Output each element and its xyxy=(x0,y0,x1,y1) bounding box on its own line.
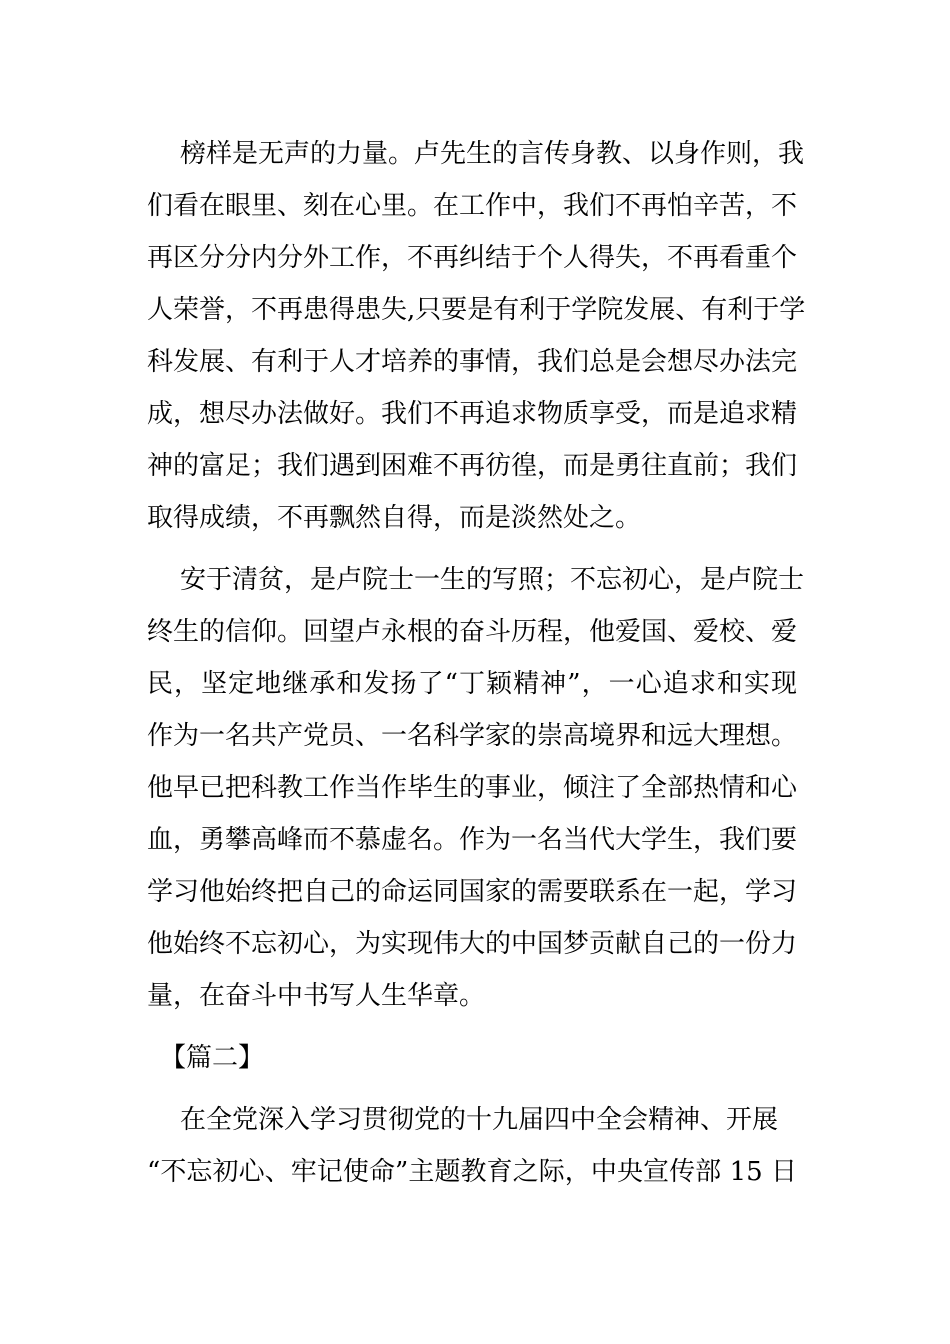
text-line: 科发展、有利于人才培养的事情，我们总是会想尽办法完 xyxy=(147,347,798,377)
text-line: 榜样是无声的力量。卢先生的言传身教、以身作则，我 xyxy=(180,139,805,169)
text-line: 们看在眼里、刻在心里。在工作中，我们不再怕辛苦，不 xyxy=(147,191,798,221)
paragraph-frugality xyxy=(147,554,805,1022)
text-line: “不忘初心、牢记使命”主题教育之际，中央宣传部 15 日 xyxy=(147,1157,797,1187)
document-body xyxy=(147,128,806,1198)
text-line: 人荣誉，不再患得患失,只要是有利于学院发展、有利于学 xyxy=(147,295,806,325)
text-line: 民，坚定地继承和发扬了“丁颖精神”，一心追求和实现 xyxy=(147,669,797,699)
paragraph-gap xyxy=(147,544,797,554)
text-line: 神的富足；我们遇到困难不再彷徨，而是勇往直前；我们 xyxy=(147,451,798,481)
paragraph-part-two xyxy=(147,1094,797,1198)
text-line: 作为一名共产党员、一名科学家的崇高境界和远大理想。 xyxy=(147,721,798,751)
text-line: 取得成绩，不再飘然自得，而是淡然处之。 xyxy=(147,503,642,533)
text-line: 终生的信仰。回望卢永根的奋斗历程，他爱国、爱校、爱 xyxy=(147,617,798,647)
text-line: 成，想尽办法做好。我们不再追求物质享受，而是追求精 xyxy=(147,399,798,429)
text-line: 血，勇攀高峰而不慕虚名。作为一名当代大学生，我们要 xyxy=(147,825,798,855)
text-line: 在全党深入学习贯彻党的十九届四中全会精神、开展 xyxy=(180,1105,779,1135)
section-heading: 【篇二】 xyxy=(160,1043,265,1073)
text-line: 再区分分内分外工作，不再纠结于个人得失，不再看重个 xyxy=(147,243,798,273)
text-line: 学习他始终把自己的命运同国家的需要联系在一起，学习 xyxy=(147,877,798,907)
text-line: 他始终不忘初心，为实现伟大的中国梦贡献自己的一份力 xyxy=(147,929,798,959)
paragraph-role-model xyxy=(147,128,806,544)
text-line: 量，在奋斗中书写人生华章。 xyxy=(147,981,486,1011)
text-line: 安于清贫，是卢院士一生的写照；不忘初心，是卢院士 xyxy=(180,565,805,595)
text-line: 他早已把科教工作当作毕生的事业，倾注了全部热情和心 xyxy=(147,773,798,803)
paragraph-gap xyxy=(147,1022,797,1032)
paragraph-gap xyxy=(147,1084,797,1094)
